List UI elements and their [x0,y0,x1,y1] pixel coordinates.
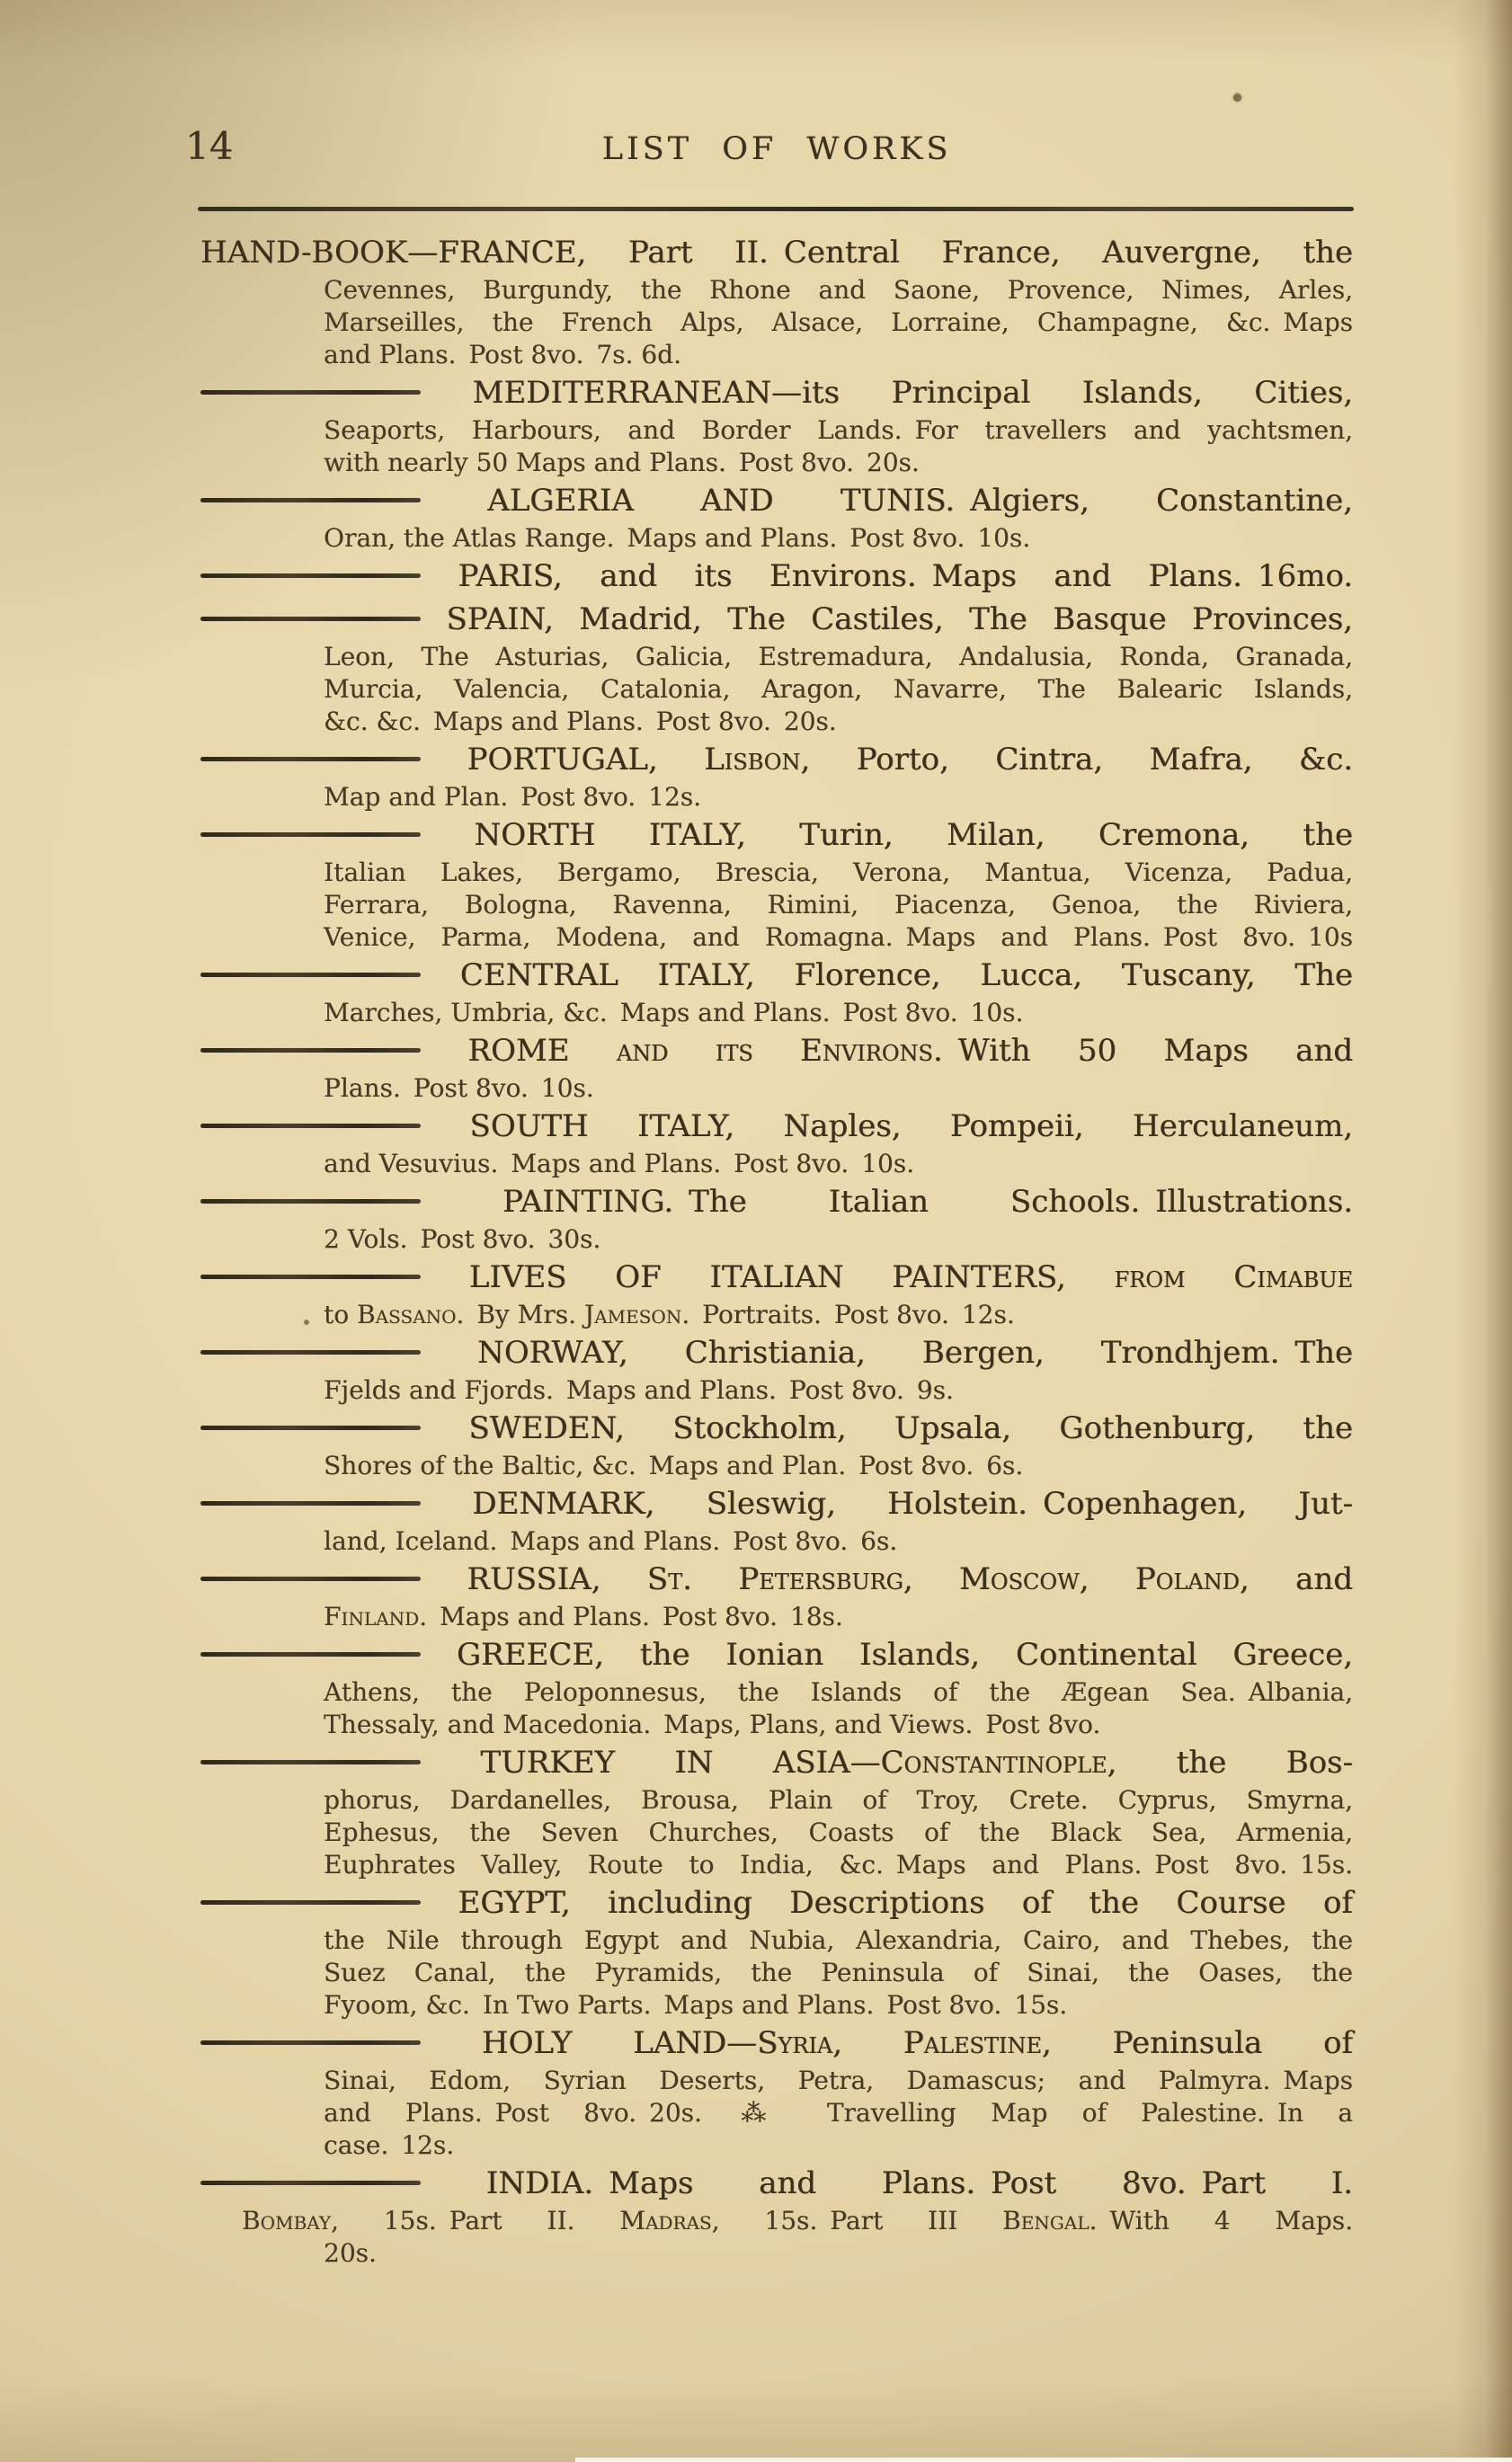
entry-body-line [200,1676,1353,1709]
entry-text: Fjelds and Fjords. Maps and Plans. Post 8vo. 9s. [324,1375,954,1405]
entry-text: Suez Canal, the Pyramids, the Peninsula of Sinai, the Oases, the [324,1958,1353,1987]
catalog-entry [200,1741,1353,1881]
entry-leader-dash [200,1048,421,1053]
catalog-entry [200,231,1353,371]
entry-text: Leon, The Asturias, Galicia, Estremadura, Andalusia, Ronda, Granada, [324,642,1353,671]
entry-body-line [200,1849,1353,1881]
entry-leader-dash [200,1760,421,1764]
entry-text: NORTH ITALY, Turin, Milan, Cremona, the [474,817,1353,853]
entry-text: CENTRAL ITALY, Florence, Lucca, Tuscany, The [459,957,1353,993]
catalog-entry [200,1029,1353,1105]
entry-text: and Plans. Post 8vo. 7s. 6d. [324,340,681,369]
small-caps-text: Jameson. [583,1300,690,1329]
entry-leader-dash [200,1124,421,1128]
entry-text: Seaports, Harbours, and Border Lands. For travellers and yachtsmen, [324,415,1353,445]
small-caps-text: and its Environs. [616,1033,943,1069]
catalog-entry [200,2162,1353,2270]
page-header-title: LIST OF WORKS [601,131,952,167]
entries [200,231,1353,2270]
entry-title-line [200,1558,1353,1601]
catalog-entry [200,813,1353,954]
small-caps-text: from Cimabue [1114,1259,1353,1295]
entry-title-line [200,954,1353,997]
entry-text: phorus, Dardanelles, Brousa, Plain of Troy, Crete. Cyprus, Smyrna, [324,1785,1353,1815]
entry-text: the Nile through Egypt and Nubia, Alexandria, Cairo, and Thebes, the [324,1925,1353,1955]
entry-leader-dash [200,1577,421,1581]
small-caps-text: Bengal. [1002,2206,1098,2235]
entry-body-line [200,1601,1353,1633]
entry-body-line [200,447,1353,479]
catalog-entry [200,555,1353,598]
entry-body-line [200,414,1353,447]
entry-title-line [200,1881,1353,1924]
entry-text: NORWAY, Christiania, Bergen, Trondhjem. The [476,1335,1353,1371]
entry-text: Map and Plan. Post 8vo. 12s. [324,782,702,812]
entry-text: INDIA. Maps and Plans. Post 8vo. Part I. [485,2165,1353,2201]
catalog-entry [200,738,1353,813]
entry-text: Plans. Post 8vo. 10s. [324,1073,594,1103]
entry-text: with nearly 50 Maps and Plans. Post 8vo. 20s. [324,448,920,477]
entry-body-line [200,781,1353,813]
entry-body-line [200,2097,1353,2129]
entry-text: By Mrs. [464,1300,584,1329]
entry-text: SOUTH ITALY, Naples, Pompeii, Herculaneum, [469,1108,1353,1144]
entry-leader-dash [200,617,421,621]
entry-title-line [200,1029,1353,1072]
entry-leader-dash [200,2181,421,2185]
entry-leader-dash [200,1350,421,1355]
entry-body-line [200,2065,1353,2097]
entry-leader-dash [200,832,421,837]
entry-text: the Bos- [1116,1745,1353,1781]
scan-bottom-edge [575,2458,1512,2462]
small-caps-text: Bassano. [357,1300,465,1329]
entry-title-line [200,813,1353,857]
catalog-entry [200,479,1353,555]
entry-text: RUSSIA, [467,1561,647,1597]
catalog-entry [200,1558,1353,1633]
entry-text: GREECE, the Ionian Islands, Continental Greece, [456,1637,1353,1673]
entry-text: Murcia, Valencia, Catalonia, Aragon, Navarre, The Balearic Islands, [324,674,1353,704]
catalog-entry [200,371,1353,479]
entry-text: SWEDEN, Stockholm, Upsala, Gothenburg, the [468,1410,1354,1446]
entry-title-line [200,598,1353,641]
entry-text: 15s. Part III [719,2206,1003,2235]
entry-leader-dash [200,573,421,578]
entry-text: MEDITERRANEAN—its Principal Islands, Cities, [472,375,1354,411]
entry-body-line [200,1709,1353,1741]
entry-body-line [200,1374,1353,1407]
entry-title-line [200,2022,1353,2065]
entry-text: Sinai, Edom, Syrian Deserts, Petra, Damascus; and Palmyra. Maps [324,2066,1353,2095]
entry-text: and Plans. Post 8vo. 20s. ⁂ Travelling Map of Palestine. In a [324,2098,1353,2128]
entry-title-line [200,555,1353,598]
entry-title-line [200,1256,1353,1299]
entry-body-line [200,307,1353,339]
entry-text: to [324,1300,358,1329]
entry-title-line [200,1633,1353,1676]
catalog-entry [200,1105,1353,1180]
entry-text: &c. &c. Maps and Plans. Post 8vo. 20s. [324,707,837,736]
entry-body-line [200,641,1353,673]
entry-body-line [200,1148,1353,1180]
page-number: 14 [185,124,234,168]
entry-text: Athens, the Peloponnesus, the Islands of the Ægean Sea. Albania, [324,1677,1353,1707]
entry-body-line [200,2237,1353,2270]
catalog-entry [200,1407,1353,1482]
entry-body-line [200,1784,1353,1817]
entry-leader-dash [200,1900,421,1905]
scan-speck-left-margin [304,1320,309,1325]
entry-text: HOLY LAND— [481,2025,758,2061]
entry-text: SPAIN, Madrid, The Castiles, The Basque Provinces, [446,601,1353,637]
entry-text: and [1249,1561,1353,1597]
small-caps-text: Madras, [619,2206,720,2235]
entry-title-line [200,1482,1353,1525]
entry-text: Oran, the Atlas Range. Maps and Plans. Post 8vo. 10s. [324,523,1031,553]
entry-text: 20s. [324,2238,377,2268]
entry-body-line [200,1525,1353,1558]
entry-text: Marches, Umbria, &c. Maps and Plans. Post 8vo. 10s. [324,998,1024,1027]
entry-text: Euphrates Valley, Route to India, &c. Maps and Plans. Post 8vo. 15s. [324,1850,1353,1880]
entry-text: Italian Lakes, Bergamo, Brescia, Verona, Mantua, Vicenza, Padua, [324,858,1353,887]
entry-body-line [200,1450,1353,1482]
entry-text: EGYPT, including Descriptions of the Course of [458,1885,1353,1921]
entry-body-line [200,1072,1353,1105]
entry-body-line [200,706,1353,738]
entry-body-line [200,1223,1353,1256]
entry-text: ALGERIA AND TUNIS. Algiers, Constantine, [487,483,1353,519]
entry-text: PARIS, and its Environs. Maps and Plans. 16mo. [458,558,1353,594]
entry-text: Ferrara, Bologna, Ravenna, Rimini, Piacenza, Genoa, the Riviera, [324,890,1353,920]
entry-text: LIVES OF ITALIAN PAINTERS, [468,1259,1115,1295]
entry-title-line [200,738,1353,781]
small-caps-text: St. Petersburg, Moscow, Poland, [646,1561,1250,1597]
entry-body-line [200,1989,1353,2022]
entry-title-line [200,479,1353,522]
entry-text: Peninsula of [1051,2025,1353,2061]
entry-text: Maps and Plans. Post 8vo. 18s. [427,1602,843,1631]
entry-leader-dash [200,1501,421,1506]
entry-leader-dash [200,498,421,502]
entry-leader-dash [200,1199,421,1204]
entry-text: PAINTING. The Italian Schools. Illustrations. [502,1184,1353,1220]
entry-text: Porto, Cintra, Mafra, &c. [810,742,1353,778]
entry-body-line [200,1957,1353,1989]
entry-leader-dash [200,1426,421,1430]
entry-title-line [200,231,1353,274]
entry-text: and Vesuvius. Maps and Plans. Post 8vo. 10s. [324,1149,915,1178]
entry-body-line [200,2205,1353,2237]
small-caps-text: Bombay, [242,2206,339,2235]
small-caps-text: Finland. [324,1602,427,1631]
entry-text: With 50 Maps and [942,1033,1354,1069]
entry-text: TURKEY IN ASIA— [480,1745,881,1781]
entry-body-line [200,1924,1353,1957]
entry-body-line [200,274,1353,307]
catalog-entry [200,1633,1353,1741]
entry-body-line [200,857,1353,889]
entry-text: With 4 Maps. [1097,2206,1353,2235]
catalog-entry [200,1482,1353,1558]
catalog-entry [200,954,1353,1029]
entry-text: Portraits. Post 8vo. 12s. [689,1300,1015,1329]
entry-body-line [200,2129,1353,2162]
small-caps-text: Lisbon, [704,742,811,778]
catalog-entry [200,2022,1353,2162]
entry-text: 2 Vols. Post 8vo. 30s. [324,1224,601,1254]
entry-text: Cevennes, Burgundy, the Rhone and Saone, Provence, Nimes, Arles, [324,275,1353,305]
entry-leader-dash [200,757,421,761]
entry-text: Marseilles, the French Alps, Alsace, Lorraine, Champagne, &c. Maps [324,307,1353,337]
entry-text: Shores of the Baltic, &c. Maps and Plan. Post 8vo. 6s. [324,1451,1024,1480]
entry-title-line [200,1741,1353,1784]
entry-title-line [200,1407,1353,1450]
header-rule [198,207,1354,211]
entry-text: Thessaly, and Macedonia. Maps, Plans, and Views. Post 8vo. [324,1710,1101,1739]
catalog-entry [200,598,1353,738]
entry-body-line [200,889,1353,921]
entry-body-line [200,997,1353,1029]
entry-text: PORTUGAL, [467,742,705,778]
entry-body-line [200,339,1353,371]
entry-body-line [200,673,1353,706]
entry-title-line [200,371,1353,414]
entry-leader-dash [200,390,421,395]
entry-body-line [200,921,1353,954]
entry-text: Venice, Parma, Modena, and Romagna. Maps and Plans. Post 8vo. 10s [324,922,1353,952]
catalog-entry [200,1180,1353,1256]
entry-body-line [200,522,1353,555]
entry-text: 15s. Part II. [338,2206,620,2235]
entry-text: DENMARK, Sleswig, Holstein. Copenhagen, Jut- [472,1486,1353,1522]
catalog-entry [200,1881,1353,2022]
catalog-entry [200,1256,1353,1331]
entry-leader-dash [200,2040,421,2045]
entry-body-line [200,1817,1353,1849]
entry-body-line [200,1299,1353,1331]
small-caps-text: Constantinople, [880,1745,1117,1781]
entry-text: HAND-BOOK—FRANCE, Part II. Central France, Auvergne, the [200,235,1353,271]
catalog-entry [200,1331,1353,1407]
entry-title-line [200,2162,1353,2205]
entry-title-line [200,1331,1353,1374]
entry-text: ROME [467,1033,617,1069]
entry-title-line [200,1105,1353,1148]
entry-leader-dash [200,1652,421,1657]
small-caps-text: Syria, Palestine, [757,2025,1052,2061]
entry-text: Ephesus, the Seven Churches, Coasts of the Black Sea, Armenia, [324,1818,1353,1847]
entry-leader-dash [200,973,421,977]
entry-text: land, Iceland. Maps and Plans. Post 8vo. 6s. [324,1526,898,1556]
scan-speck-top-right [1233,93,1241,102]
entry-title-line [200,1180,1353,1223]
entry-text: Fyoom, &c. In Two Parts. Maps and Plans. Post 8vo. 15s. [324,1990,1068,2020]
entry-text: case. 12s. [324,2130,455,2160]
entry-leader-dash [200,1275,421,1279]
